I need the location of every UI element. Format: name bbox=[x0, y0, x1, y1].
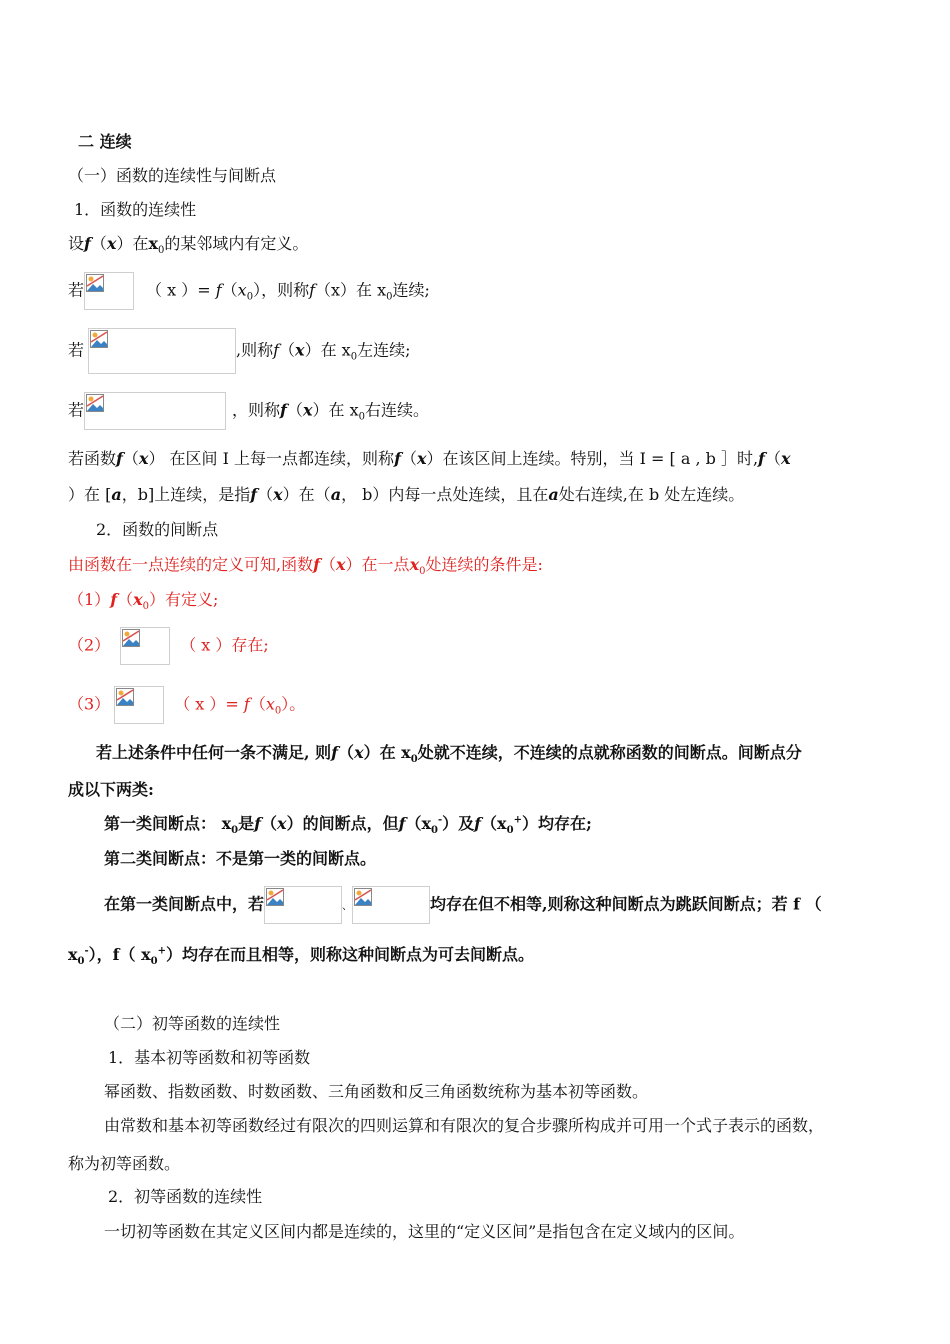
discontinuity-definition-line-2: 成以下两类: bbox=[68, 780, 154, 799]
continuity-conditions-intro: 由函数在一点连续的定义可知,函数f（x）在一点$x_0$处连续的条件是: bbox=[68, 555, 543, 578]
paragraph-heading: 1．函数的连续性 bbox=[74, 200, 197, 219]
limit-formula-image bbox=[120, 627, 170, 665]
definition-line: 设f（x）在$x_0$的某邻域内有定义。 bbox=[68, 234, 309, 257]
left-limit-formula-image bbox=[264, 886, 342, 924]
jump-discontinuity-line-1: 在第一类间断点中，若 、 均存在但不相等,则称这种间断点为跳跃间断点；若 f （ bbox=[104, 886, 822, 924]
subsection-title: （二）初等函数的连续性 bbox=[104, 1014, 281, 1033]
broken-image-icon bbox=[116, 688, 134, 706]
broken-image-icon bbox=[266, 888, 284, 906]
right-limit-formula-image bbox=[352, 886, 430, 924]
broken-image-icon bbox=[90, 330, 108, 348]
section-title: 二 连续 bbox=[78, 132, 132, 151]
limit-formula-image bbox=[114, 686, 164, 724]
continuity-condition: 若 （ x ）= $f(x_0)$，则称f（x）在 $x_0$连续; bbox=[68, 272, 430, 310]
condition-item-3: （3） （ x ）= $f(x_0)$。 bbox=[68, 686, 305, 724]
paragraph-text: 称为初等函数。 bbox=[68, 1154, 181, 1173]
second-kind-discontinuity: 第二类间断点：不是第一类的间断点。 bbox=[104, 849, 377, 868]
paragraph-text: 一切初等函数在其定义区间内都是连续的，这里的“定义区间”是指包含在定义域内的区间。 bbox=[104, 1222, 745, 1241]
formula-image bbox=[84, 392, 226, 430]
broken-image-icon bbox=[354, 888, 372, 906]
broken-image-icon bbox=[122, 629, 140, 647]
right-continuity-condition: 若 ，则称f（x）在 $x_0$右连续。 bbox=[68, 392, 429, 430]
broken-image-icon bbox=[86, 394, 104, 412]
left-continuity-condition: 若 ,则称f（x）在 $x_0$左连续; bbox=[68, 328, 411, 374]
paragraph-heading: 2．函数的间断点 bbox=[96, 520, 219, 539]
condition-item-2: （2） （ x ）存在; bbox=[68, 627, 269, 665]
subsection-title: （一）函数的连续性与间断点 bbox=[68, 166, 277, 185]
formula-image bbox=[84, 272, 134, 310]
discontinuity-definition-line-1: 若上述条件中任何一条不满足, 则f（x）在 $x_0$处就不连续，不连续的点就称函数的间断点。间断点分 bbox=[96, 743, 802, 766]
jump-discontinuity-line-2: $x_0^-$），f（ $x_0^+$）均存在而且相等，则称这种间断点为可去间断点。 bbox=[68, 945, 535, 968]
broken-image-icon bbox=[86, 274, 104, 292]
interval-continuity-line-1: 若函数f（x） 在区间 I 上每一点都连续，则称f（x）在该区间上连续。特别，当 I = [ a , b ］时,f（x bbox=[68, 449, 791, 468]
paragraph-text: 由常数和基本初等函数经过有限次的四则运算和有限次的复合步骤所构成并可用一个式子表示的函数， bbox=[104, 1116, 825, 1135]
paragraph-text: 幂函数、指数函数、时数函数、三角函数和反三角函数统称为基本初等函数。 bbox=[104, 1082, 649, 1101]
paragraph-heading: 1．基本初等函数和初等函数 bbox=[108, 1048, 311, 1067]
first-kind-discontinuity: 第一类间断点： $x_0$是f（x）的间断点，但$f(x_0^-)$及$f(x_0^+)$均存在; bbox=[104, 814, 592, 837]
condition-item-1: $(1)f(x_0)$有定义; bbox=[68, 590, 219, 613]
paragraph-heading: 2．初等函数的连续性 bbox=[108, 1187, 263, 1206]
interval-continuity-line-2: ）在 [a，b]上连续，是指f（x）在（a， b）内每一点处连续，且在a处右连续,在 b 处左连续。 bbox=[68, 485, 745, 504]
formula-image bbox=[88, 328, 236, 374]
